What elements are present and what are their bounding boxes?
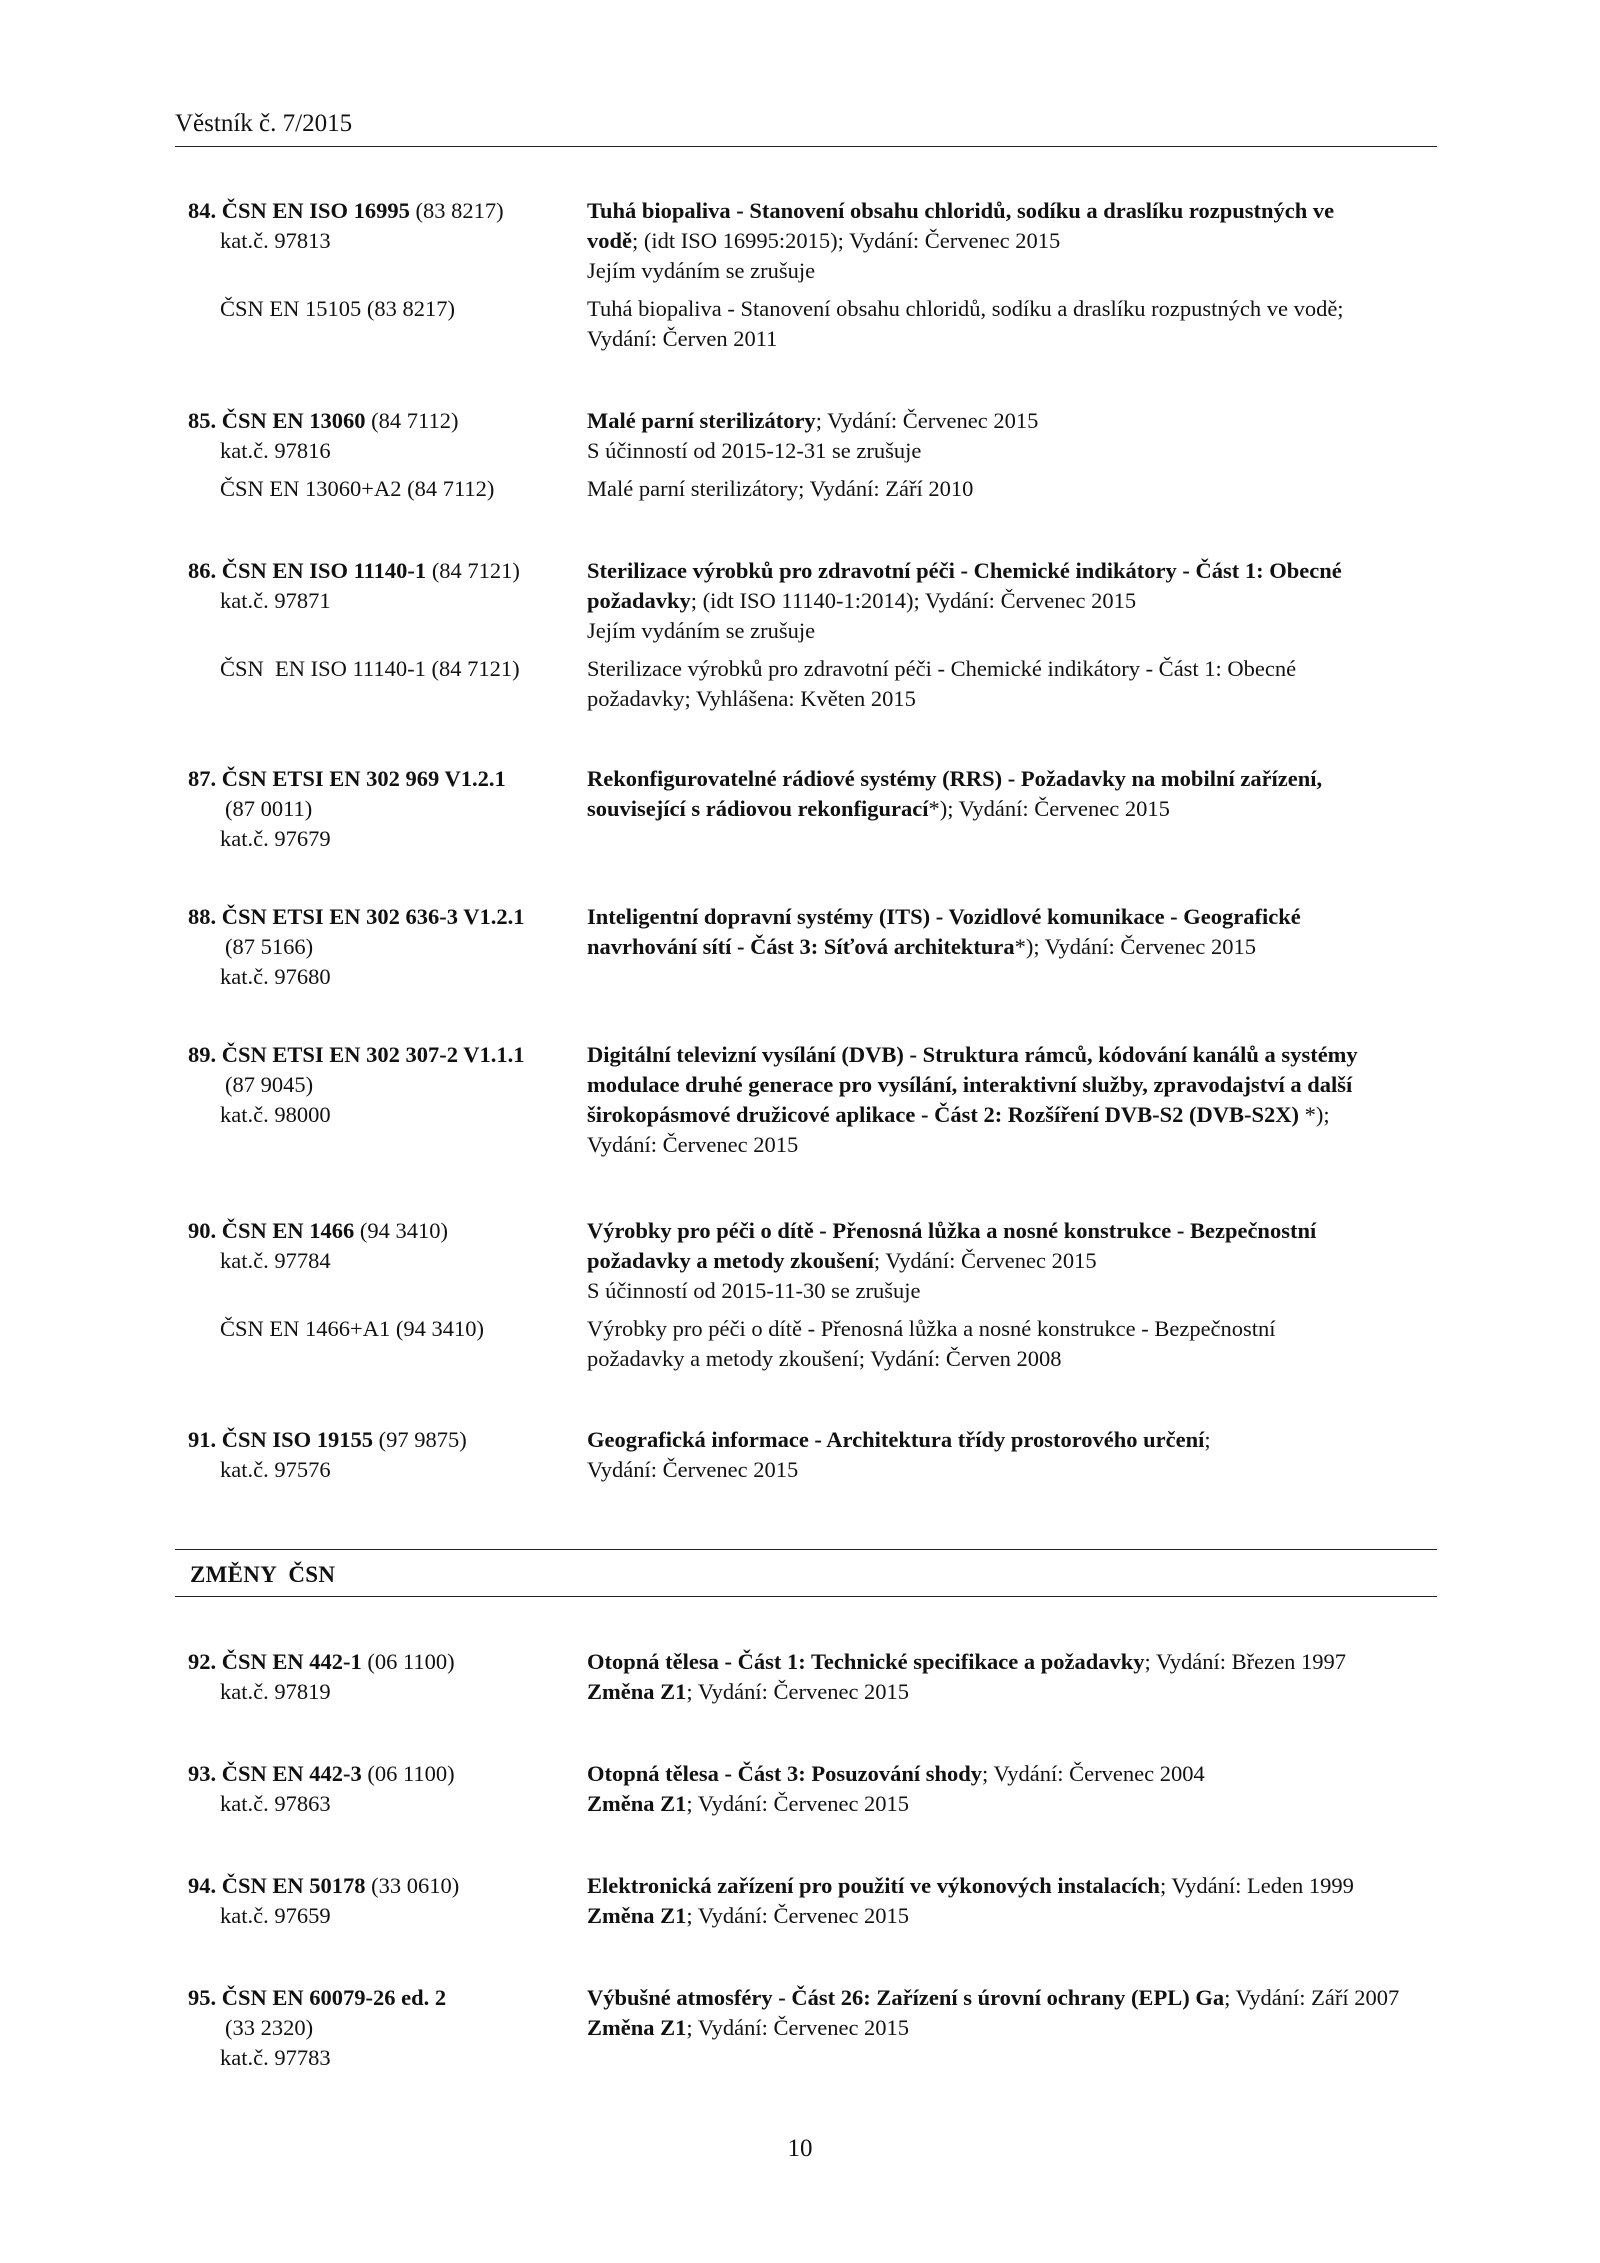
classification-code: (33 2320) (225, 2015, 314, 2040)
classification-code: (87 9045) (225, 1072, 314, 1097)
standard-title: Sterilizace výrobků pro zdravotní péči - Chemické indikátory - Část 1: Obecné (587, 558, 1342, 583)
change-issue-info: ; Vydání: Červenec 2015 (686, 2015, 910, 2040)
standard-code: ČSN ETSI EN 302 307-2 V1.1.1 (221, 1042, 525, 1067)
standard-title: Inteligentní dopravní systémy (ITS) - Vozidlové komunikace - Geografické (587, 904, 1301, 929)
section-rule-top (175, 1549, 1437, 1550)
standard-code: ČSN ISO 19155 (221, 1427, 374, 1452)
standard-title: širokopásmové družicové aplikace - Část 2: Rozšíření DVB-S2 (DVB-S2X) (587, 1102, 1300, 1127)
standard-code: ČSN EN ISO 11140-1 (221, 558, 427, 583)
standard-code: ČSN ETSI EN 302 636-3 V1.2.1 (221, 904, 525, 929)
standard-entry-86 (175, 556, 1437, 714)
issue-info: ; Vydání: Červenec 2004 (982, 1761, 1205, 1786)
change-label: Změna Z1 (587, 1791, 687, 1816)
change-label: Změna Z1 (587, 2015, 687, 2040)
standard-entry-85 (175, 406, 1437, 504)
issue-info: ; Vydání: Leden 1999 (1159, 1873, 1354, 1898)
standard-entry-89 (175, 1040, 1437, 1160)
replaced-title: Vydání: Červen 2011 (587, 326, 778, 351)
issue-info: ; (1204, 1427, 1211, 1452)
standard-code: ČSN EN ISO 16995 (221, 198, 410, 223)
issue-info: ; Vydání: Březen 1997 (1144, 1649, 1346, 1674)
standard-title: Tuhá biopaliva - Stanovení obsahu chloridů, sodíku a draslíku rozpustných ve (587, 198, 1335, 223)
entry-number: 86. (188, 558, 217, 583)
replaced-title: Malé parní sterilizátory; Vydání: Září 2010 (587, 476, 974, 501)
change-entry-95 (175, 1983, 1437, 2073)
replaced-title: Tuhá biopaliva - Stanovení obsahu chloridů, sodíku a draslíku rozpustných ve vodě; (587, 296, 1344, 321)
entry-number: 94. (188, 1873, 217, 1898)
change-entry-92 (175, 1647, 1437, 1707)
standard-title: Elektronická zařízení pro použití ve výkonových instalacích (587, 1873, 1160, 1898)
standard-title: související s rádiovou rekonfigurací (587, 796, 929, 821)
entry-number: 88. (188, 904, 217, 929)
replacement-note: Jejím vydáním se zrušuje (587, 618, 816, 643)
classification-code: (83 8217) (415, 198, 504, 223)
standard-code: ČSN EN 442-1 (221, 1649, 362, 1674)
catalog-number: kat.č. 97783 (220, 2045, 331, 2070)
catalog-number: kat.č. 98000 (220, 1102, 331, 1127)
standard-title: Výbušné atmosféry - Část 26: Zařízení s úrovní ochrany (EPL) Ga (587, 1985, 1225, 2010)
standard-title: navrhování sítí - Část 3: Síťová architektura (587, 934, 1015, 959)
issue-info: ; Vydání: Červenec 2015 (815, 408, 1039, 433)
change-entry-94 (175, 1871, 1437, 1931)
entry-number: 89. (188, 1042, 217, 1067)
standard-title: modulace druhé generace pro vysílání, interaktivní služby, zpravodajství a další (587, 1072, 1353, 1097)
standard-title: Malé parní sterilizátory (587, 408, 816, 433)
standard-title: požadavky a metody zkoušení (587, 1248, 874, 1273)
standard-entry-90 (175, 1216, 1437, 1374)
standard-title: Geografická informace - Architektura třídy prostorového určení (587, 1427, 1205, 1452)
issue-info: *); Vydání: Červenec 2015 (1014, 934, 1256, 959)
replaced-standard: ČSN EN 15105 (83 8217) (220, 296, 455, 321)
standard-code: ČSN EN 50178 (221, 1873, 366, 1898)
replaced-title: Výrobky pro péči o dítě - Přenosná lůžka a nosné konstrukce - Bezpečnostní (587, 1316, 1276, 1341)
classification-code: (97 9875) (378, 1427, 467, 1452)
entry-number: 90. (188, 1218, 217, 1243)
standard-title: Rekonfigurovatelné rádiové systémy (RRS) - Požadavky na mobilní zařízení, (587, 766, 1323, 791)
catalog-number: kat.č. 97813 (220, 228, 331, 253)
section-rule-bottom (175, 1596, 1437, 1597)
issue-info: *); Vydání: Červenec 2015 (928, 796, 1170, 821)
standard-entry-91 (175, 1425, 1437, 1485)
change-label: Změna Z1 (587, 1679, 687, 1704)
standard-code: ČSN EN 13060 (221, 408, 366, 433)
catalog-number: kat.č. 97784 (220, 1248, 331, 1273)
classification-code: (87 5166) (225, 934, 314, 959)
classification-code: (94 3410) (359, 1218, 449, 1243)
issue-info: ; Vydání: Září 2007 (1224, 1985, 1400, 2010)
replaced-standard: ČSN EN 1466+A1 (94 3410) (220, 1316, 484, 1341)
standard-entry-87 (175, 764, 1437, 854)
classification-code: (87 0011) (225, 796, 313, 821)
issue-info: Vydání: Červenec 2015 (587, 1132, 799, 1157)
classification-code: (84 7121) (431, 558, 520, 583)
replacement-note: S účinností od 2015-11-30 se zrušuje (587, 1278, 921, 1303)
classification-code: (33 0610) (371, 1873, 460, 1898)
standard-code: ČSN ETSI EN 302 969 V1.2.1 (221, 766, 506, 791)
standard-entry-84 (175, 196, 1437, 354)
standard-title: vodě (587, 228, 632, 253)
standard-title: Otopná tělesa - Část 1: Technické specifikace a požadavky (587, 1649, 1145, 1674)
standard-title: Digitální televizní vysílání (DVB) - Struktura rámců, kódování kanálů a systémy (587, 1042, 1358, 1067)
change-label: Změna Z1 (587, 1903, 687, 1928)
replaced-standard: ČSN EN 13060+A2 (84 7112) (220, 476, 495, 501)
replaced-title: Sterilizace výrobků pro zdravotní péči - Chemické indikátory - Část 1: Obecné (587, 656, 1297, 681)
page-header: Věstník č. 7/2015 (175, 110, 353, 137)
catalog-number: kat.č. 97819 (220, 1679, 331, 1704)
issue-info: ; Vydání: Červenec 2015 (873, 1248, 1097, 1273)
catalog-number: kat.č. 97680 (220, 964, 331, 989)
standard-entry-88 (175, 902, 1437, 992)
entry-number: 87. (188, 766, 217, 791)
replaced-title: požadavky a metody zkoušení; Vydání: Červen 2008 (587, 1346, 1062, 1371)
standard-title: Výrobky pro péči o dítě - Přenosná lůžka a nosné konstrukce - Bezpečnostní (587, 1218, 1317, 1243)
section-title: ZMĚNY ČSN (190, 1562, 336, 1587)
issue-info: ; (idt ISO 16995:2015); Vydání: Červenec 2015 (632, 228, 1061, 253)
replacement-note: S účinností od 2015-12-31 se zrušuje (587, 438, 922, 463)
catalog-number: kat.č. 97816 (220, 438, 331, 463)
standard-code: ČSN EN 60079-26 ed. 2 (221, 1985, 447, 2010)
classification-code: (06 1100) (367, 1761, 455, 1786)
catalog-number: kat.č. 97871 (220, 588, 331, 613)
classification-code: (84 7112) (371, 408, 459, 433)
change-issue-info: ; Vydání: Červenec 2015 (686, 1679, 910, 1704)
standard-code: ČSN EN 442-3 (221, 1761, 362, 1786)
issue-info: Vydání: Červenec 2015 (587, 1457, 799, 1482)
catalog-number: kat.č. 97659 (220, 1903, 331, 1928)
change-issue-info: ; Vydání: Červenec 2015 (686, 1791, 910, 1816)
replaced-standard: ČSN EN ISO 11140-1 (84 7121) (220, 656, 520, 681)
change-issue-info: ; Vydání: Červenec 2015 (686, 1903, 910, 1928)
page-number: 10 (787, 2135, 813, 2162)
issue-info: *); (1299, 1102, 1330, 1127)
header-rule (175, 146, 1437, 147)
standard-title: požadavky (587, 588, 691, 613)
catalog-number: kat.č. 97576 (220, 1457, 331, 1482)
entry-number: 85. (188, 408, 217, 433)
issue-info: ; (idt ISO 11140-1:2014); Vydání: Červenec 2015 (690, 588, 1137, 613)
standard-title: Otopná tělesa - Část 3: Posuzování shody (587, 1761, 983, 1786)
entry-number: 95. (188, 1985, 217, 2010)
replacement-note: Jejím vydáním se zrušuje (587, 258, 816, 283)
entry-number: 84. (188, 198, 217, 223)
entry-number: 92. (188, 1649, 217, 1674)
standard-code: ČSN EN 1466 (221, 1218, 355, 1243)
classification-code: (06 1100) (367, 1649, 455, 1674)
entry-number: 91. (188, 1427, 217, 1452)
catalog-number: kat.č. 97863 (220, 1791, 331, 1816)
replaced-title: požadavky; Vyhlášena: Květen 2015 (587, 686, 916, 711)
change-entry-93 (175, 1759, 1437, 1819)
catalog-number: kat.č. 97679 (220, 826, 331, 851)
entry-number: 93. (188, 1761, 217, 1786)
